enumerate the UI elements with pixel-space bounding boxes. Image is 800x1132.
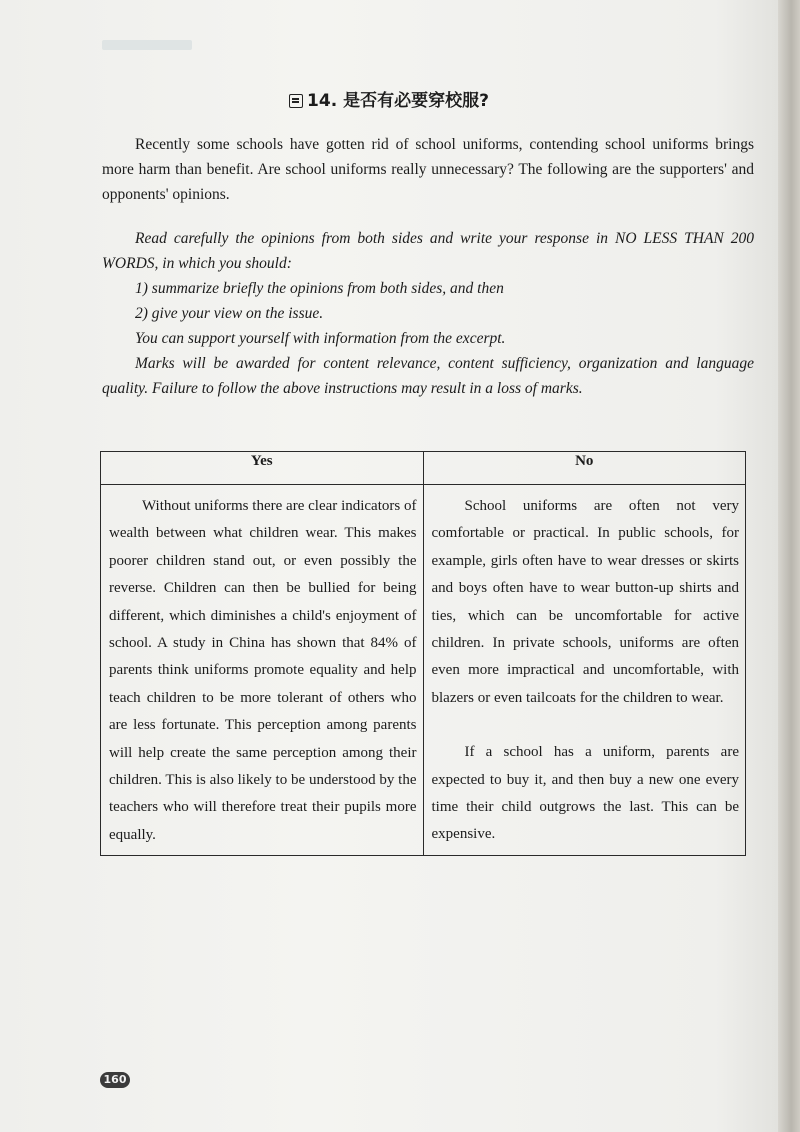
instructions [102,226,754,401]
instruction-step-2: 2) give your view on the issue. [135,305,324,322]
page-number: 160 [100,1072,130,1088]
question-title-text: 14. 是否有必要穿校服? [307,91,489,111]
question-title [0,86,778,111]
no-opinion-text-2: If a school has a uniform, parents are expected to buy it, and then buy a new one every time their child outgrows the last. This can be expensive. [431,744,739,843]
header-smudge [102,40,192,50]
intro-paragraph [102,132,754,207]
instruction-read: Read carefully the opinions from both sides and write your response in NO LESS THAN 200 WORDS, in which you should: [102,230,754,272]
no-opinion-text-1: School uniforms are often not very comfortable or practical. In public schools, for example, girls often have to wear dresses or skirts and boys often have to wear button-up shirts and ties, which can be uncomfortable for active children. In private schools, uniforms are often even more impractical and uncomfortable, with blazers or even tailcoats for the children to wear. [431,498,739,706]
no-header: No [423,452,746,485]
instruction-support: You can support yourself with information from the excerpt. [135,330,506,347]
no-cell [423,485,746,856]
yes-header: Yes [101,452,424,485]
yes-cell [101,485,424,856]
yes-opinion-text: Without uniforms there are clear indicators of wealth between what children wear. This makes poorer children stand out, or even possibly the reverse. Children can then be bullied for being different, which diminishes a child's enjoyment of school. A study in China has shown that 84% of parents think uniforms promote equality and help teach children to be more tolerant of others who are less fortunate. This perception among parents will help create the same perception among their children. This is also likely to be understood by the teachers who will therefore treat their pupils more equally. [109,498,417,843]
table-row [101,485,746,856]
document-icon [289,94,303,108]
instruction-marks: Marks will be awarded for content relevance, content sufficiency, organization and language quality. Failure to follow the above instructions may result in a loss of marks. [102,355,754,397]
table-header-row [101,452,746,485]
intro-text: Recently some schools have gotten rid of school uniforms, contending school uniforms brings more harm than benefit. Are school uniforms really unnecessary? The following are the supporters' and opponents' opinions. [102,136,754,203]
book-spine [778,0,800,1132]
opinions-table [100,451,746,856]
instruction-step-1: 1) summarize briefly the opinions from both sides, and then [135,280,504,297]
